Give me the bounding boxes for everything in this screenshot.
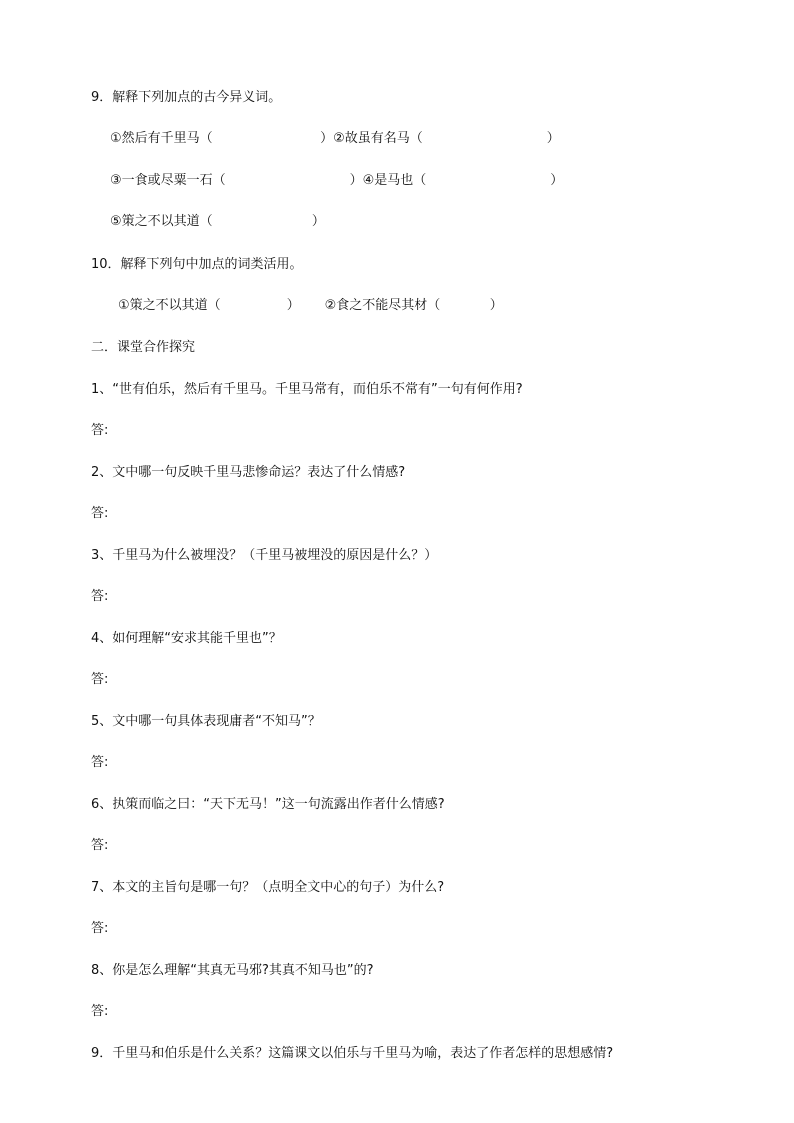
question-9: 9．千里马和伯乐是什么关系？这篇课文以伯乐与千里马为喻，表达了作者怎样的思想感情? xyxy=(91,1046,614,1061)
answer-4: 答: xyxy=(91,672,109,687)
question-8: 8、你是怎么理解“其真无马邪?其真不知马也”的? xyxy=(91,963,374,978)
q10-heading: 10．解释下列句中加点的词类活用。 xyxy=(91,257,303,272)
answer-3: 答: xyxy=(91,589,109,604)
question-6: 6、执策而临之曰：“天下无马！”这一句流露出作者什么情感? xyxy=(91,797,445,812)
q9-vocab-row-1: ①然后有千里马（ ）②故虽有名马（ ） xyxy=(110,131,560,146)
question-5: 5、文中哪一句具体表现庸者“不知马”？ xyxy=(91,714,321,729)
question-7: 7、本文的主旨句是哪一句？（点明全文中心的句子）为什么? xyxy=(91,880,445,895)
question-1: 1、“世有伯乐，然后有千里马。千里马常有，而伯乐不常有”一句有何作用? xyxy=(91,382,523,397)
q9-vocab-heading: 9．解释下列加点的古今异义词。 xyxy=(91,90,282,105)
question-4: 4、如何理解“安求其能千里也”？ xyxy=(91,631,282,646)
question-2: 2、文中哪一句反映千里马悲惨命运？表达了什么情感? xyxy=(91,465,406,480)
answer-5: 答: xyxy=(91,755,109,770)
answer-7: 答: xyxy=(91,921,109,936)
answer-1: 答: xyxy=(91,423,109,438)
section-2-title: 二．课堂合作探究 xyxy=(91,340,196,355)
q9-vocab-row-2: ③一食或尽粟一石（ ）④是马也（ ） xyxy=(110,173,564,188)
q9-vocab-row-3: ⑤策之不以其道（ ） xyxy=(110,214,325,229)
q10-row-1: ①策之不以其道（ ） ②食之不能尽其材（ ） xyxy=(118,298,503,313)
answer-6: 答: xyxy=(91,838,109,853)
answer-2: 答: xyxy=(91,506,109,521)
question-3: 3、千里马为什么被埋没？（千里马被埋没的原因是什么？） xyxy=(91,548,438,563)
answer-8: 答: xyxy=(91,1004,109,1019)
